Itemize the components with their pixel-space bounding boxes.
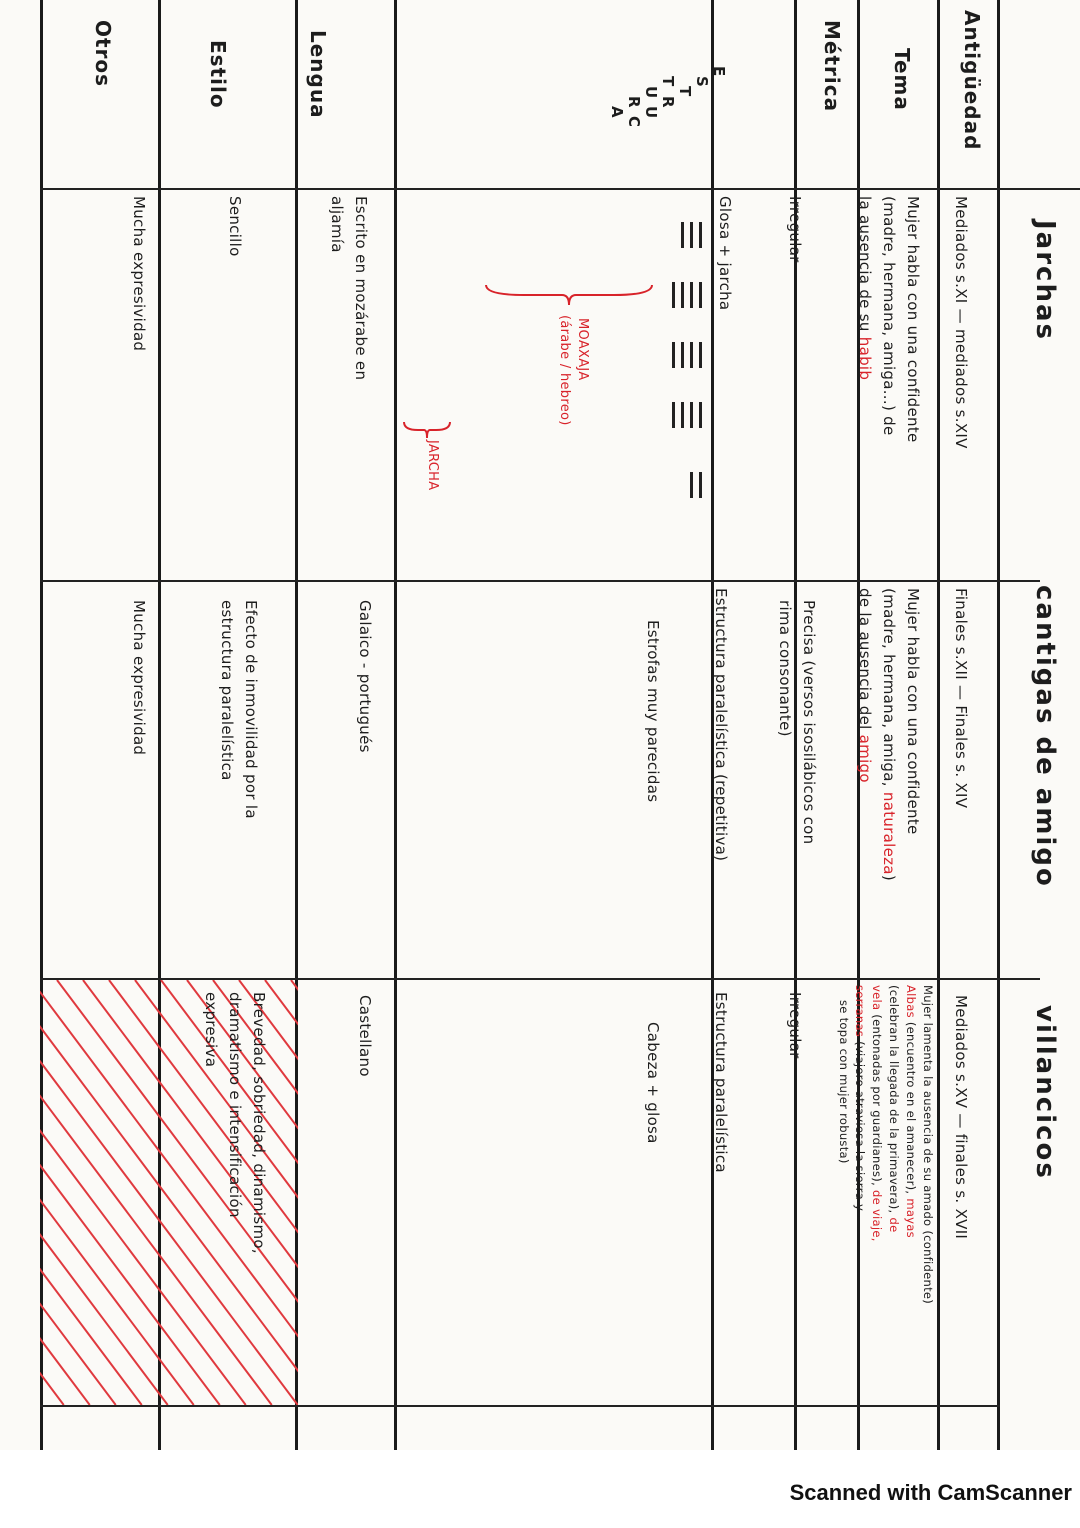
villancicos-tema-line-6: se topa con mujer robusta) — [837, 1000, 851, 1164]
villancicos-tema-line-3 — [887, 985, 901, 1232]
villancicos-tema-line-5 — [853, 985, 867, 1211]
row-label-metrica: Métrica — [820, 20, 844, 113]
verse-bar — [699, 402, 702, 428]
jarchas-tema-habib: habib — [856, 336, 874, 381]
villancicos-tema-vela: vela — [870, 985, 884, 1011]
verse-bar — [681, 342, 684, 368]
cantigas-lengua: Galaico - portugués — [356, 600, 374, 753]
cantigas-tema-line-1: Mujer habla con una confidente — [904, 588, 922, 835]
column-header-villancicos: villancicos — [1030, 1005, 1060, 1180]
villancicos-estructura-line-1: Estructura paralelística — [712, 992, 730, 1173]
camscanner-watermark: Scanned with CamScanner — [789, 1480, 1072, 1505]
verse-bar — [672, 342, 675, 368]
cantigas-tema-line-2 — [880, 588, 898, 881]
cantigas-estructura-line-2: Estrofas muy parecidas — [644, 620, 662, 803]
verse-bar — [699, 342, 702, 368]
estructura-letter: U — [642, 86, 660, 99]
estructura-letter: C — [625, 116, 643, 128]
verse-bar — [672, 402, 675, 428]
estructura-letter: R — [625, 96, 643, 108]
cantigas-metrica-line-1: Precisa (versos isosilábicos con — [800, 600, 818, 845]
villancicos-tema-line-1: Mujer lamenta la ausencia de su amado (confidente) — [921, 985, 935, 1305]
verse-bar — [681, 402, 684, 428]
villancicos-tema-vela-note: (entonadas por guardianes), — [870, 1014, 884, 1187]
verse-bar — [681, 282, 684, 308]
row-label-antiguedad: Antigüedad — [960, 10, 984, 151]
verse-bar — [681, 222, 684, 248]
cantigas-tema-naturaleza: naturaleza — [880, 791, 898, 875]
jarchas-estilo: Sencillo — [226, 196, 244, 257]
jarchas-tema-line-1: Mujer habla con una confidente — [904, 196, 922, 443]
column-header-jarchas: Jarchas — [1030, 220, 1060, 341]
estructura-letter: R — [659, 96, 677, 108]
estructura-letter: U — [642, 106, 660, 119]
cantigas-tema-line-3 — [856, 588, 874, 783]
jarchas-antiguedad: Mediados s.XI — mediados s.XIV — [952, 196, 970, 449]
row-label-lengua: Lengua — [306, 30, 330, 119]
jarchas-moaxaja-label: MOAXAJA — [575, 318, 590, 381]
row-label-tema: Tema — [890, 48, 914, 111]
villancicos-estructura-line-2: Cabeza + glosa — [644, 1022, 662, 1144]
jarchas-moaxaja-note: (árabe / hebreo) — [557, 315, 572, 426]
cantigas-estilo-line-1: Efecto de inmovilidad por la — [242, 600, 260, 819]
verse-bar — [699, 282, 702, 308]
verse-bar — [690, 282, 693, 308]
row-label-otros: Otros — [91, 20, 115, 88]
villancicos-tema-de: de — [887, 1217, 901, 1233]
estructura-letter: T — [676, 86, 694, 97]
jarchas-lengua-line-1: Escrito en mozárabe en — [352, 196, 370, 381]
cantigas-tema-text-3: de la ausencia del — [856, 588, 874, 730]
estructura-letter: S — [693, 76, 711, 87]
villancicos-tema-viaje: de viaje, — [870, 1190, 884, 1242]
cantigas-estructura-line-1: Estructura paralelística (repetitiva) — [712, 588, 730, 862]
jarchas-tema-text: la ausencia de su — [856, 196, 874, 332]
verse-bar — [672, 282, 675, 308]
cantigas-tema-amigo: amigo — [856, 734, 874, 783]
villancicos-tema-mayas-note: (celebran la llegada de la primavera), — [887, 985, 901, 1214]
verse-bar — [699, 222, 702, 248]
villancicos-tema-line-4 — [870, 985, 884, 1242]
jarchas-estructura: Glosa + jarcha — [716, 196, 734, 311]
column-header-cantigas: cantigas de amigo — [1030, 585, 1060, 888]
villancicos-tema-albas-note: (encuentro en el amanecer), — [904, 1021, 918, 1195]
verse-bar — [690, 222, 693, 248]
cantigas-estilo-line-2: estructura paralelística — [218, 600, 236, 781]
villancicos-antiguedad: Mediados s.XV — finales s. XVII — [952, 995, 970, 1240]
villancicos-metrica: Irregular — [786, 992, 804, 1059]
estructura-letter: E — [710, 66, 728, 77]
jarchas-metrica: Irregular — [786, 196, 804, 263]
jarchas-lengua-line-2: aljamía — [328, 196, 346, 253]
estructura-diagram — [402, 222, 702, 482]
jarchas-tema-line-3 — [856, 196, 874, 380]
cantigas-metrica-line-2: rima consonante) — [776, 600, 794, 737]
jarchas-tema-line-2: (madre, hermana, amiga...) de — [880, 196, 898, 436]
row-label-estilo: Estilo — [206, 40, 230, 109]
verse-bar — [690, 472, 693, 498]
estructura-letter: A — [608, 106, 626, 118]
verse-bar — [699, 472, 702, 498]
villancicos-estilo-line-3: expresiva — [202, 992, 220, 1068]
verse-bar — [690, 402, 693, 428]
villancicos-estilo-line-1: Brevedad, sobriedad, dinamismo, — [250, 992, 268, 1254]
jarcha-brace — [402, 420, 452, 440]
moaxaja-brace — [484, 283, 654, 307]
villancicos-tema-serranas-note: (viajero atraviesa la sierra y — [853, 1041, 867, 1212]
verse-bar — [690, 342, 693, 368]
villancicos-tema-mayas: mayas — [904, 1198, 918, 1238]
cantigas-tema-text: (madre, hermana, amiga, — [880, 588, 898, 787]
cantigas-antiguedad: Finales s.XII — Finales s. XIV — [952, 588, 970, 809]
jarchas-otros: Mucha expresividad — [130, 196, 148, 352]
cantigas-tema-paren: ) — [880, 874, 898, 881]
villancicos-tema-serranas: serranas — [853, 985, 867, 1038]
jarchas-jarcha-label: JARCHA — [425, 440, 440, 491]
villancicos-lengua: Castellano — [356, 995, 374, 1077]
villancicos-tema-albas: Albas — [904, 985, 918, 1018]
cantigas-otros: Mucha expresividad — [130, 600, 148, 756]
villancicos-estilo-line-2: dramatismo e intensificación — [226, 992, 244, 1218]
villancicos-tema-line-2 — [904, 985, 918, 1238]
estructura-letter: T — [659, 76, 677, 87]
